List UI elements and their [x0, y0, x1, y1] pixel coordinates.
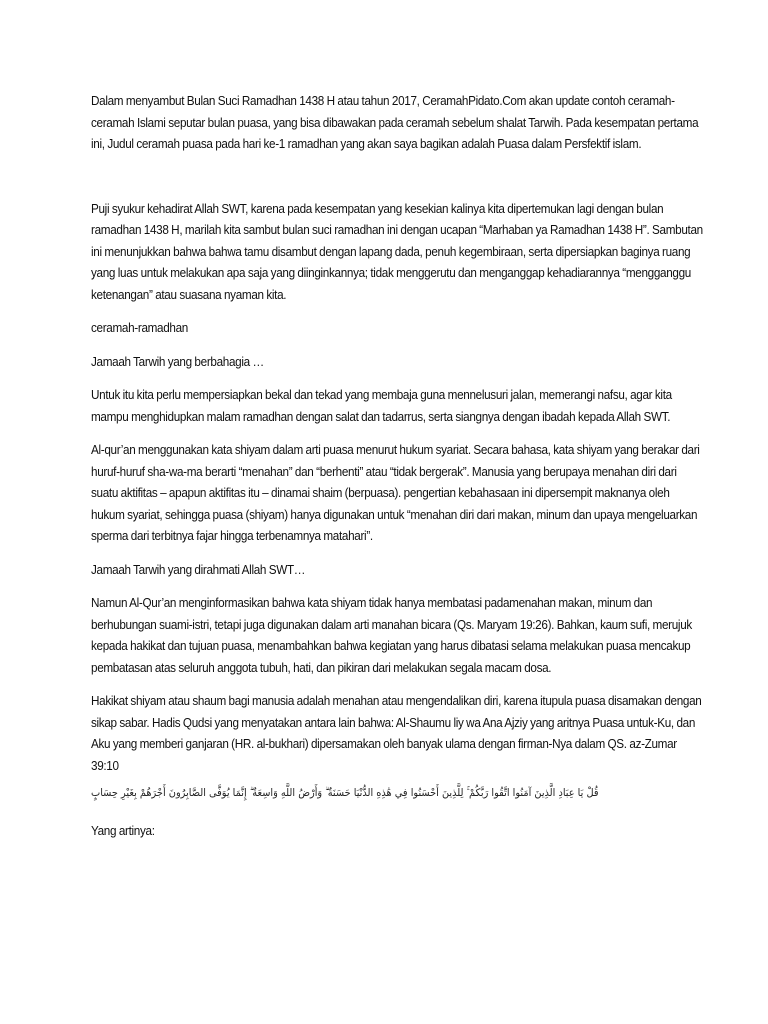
- image-caption-text: ceramah-ramadhan: [91, 321, 189, 335]
- body-paragraph: Hakikat shiyam atau shaum bagi manusia adalah menahan atau mengendalikan diri, karena itupula puasa disamakan dengan sikap sabar. Hadis Qudsi yang menyatakan antara lain bahwa: Al-Shaumu liy wa Ana Ajziy yang aritnya Puasa untuk-Ku, dan Aku yang memberi ganjaran (HR. al-bukhari) dipersamakan oleh banyak ulama dengan firman-Nya dalam QS. az-Zumar 39:10: [91, 694, 702, 773]
- greeting-line: Jamaah Tarwih yang berbahagia …: [91, 354, 264, 369]
- body-paragraph: Namun Al-Qur’an menginformasikan bahwa kata shiyam tidak hanya membatasi padamenahan makan, minum dan berhubungan suami-istri, tetapi juga digunakan dalam arti manahan bicara (Qs. Maryam 19:26). Bahkan, kaum sufi, merujuk kepada hakikat dan tujuan puasa, menambahkan bahwa kegiatan yang harus dibatasi selama melakukan puasa mencakup pembatasan atas seluruh anggota tubuh, hati, dan pikiran dari melakukan segala macam dosa.: [91, 596, 692, 675]
- quran-verse-arabic: قُلْ يَا عِبَادِ الَّذِينَ آمَنُوا اتَّقُوا رَبَّكُمْ ۚ لِلَّذِينَ أَحْسَنُوا فِي هَٰذِهِ الدُّنْيَا حَسَنَةٌ ۗ وَأَرْضُ اللَّهِ وَاسِعَةٌ ۗ إِنَّمَا يُوَفَّى الصَّابِرُونَ أَجْرَهُمْ بِغَيْرِ حِسَابٍ: [91, 787, 599, 799]
- translation-label: Yang artinya:: [91, 823, 155, 838]
- greeting-line: Jamaah Tarwih yang dirahmati Allah SWT…: [91, 562, 306, 577]
- body-paragraph: Untuk itu kita perlu mempersiapkan bekal dan tekad yang membaja guna mennelusuri jalan, memerangi nafsu, agar kita mampu menghidupkan malam ramadhan dengan salat dan tadarrus, serta siangnya dengan ibadah kepada Allah SWT.: [91, 388, 672, 424]
- intro-paragraph: Dalam menyambut Bulan Suci Ramadhan 1438 H atau tahun 2017, CeramahPidato.Com akan update contoh ceramah-ceramah Islami seputar bulan puasa, yang bisa dibawakan pada ceramah sebelum shalat Tarwih. Pada kesempatan pertama ini, Judul ceramah puasa pada hari ke-1 ramadhan yang akan saya bagikan adalah Puasa dalam Persfektif islam.: [91, 94, 699, 151]
- body-paragraph: Al-qur’an menggunakan kata shiyam dalam arti puasa menurut hukum syariat. Secara bahasa, kata shiyam yang berakar dari huruf-huruf sha-wa-ma berarti “menahan” dan “berhenti” atau “tidak bergerak”. Manusia yang berupaya menahan diri dari suatu aktifitas – apapun aktifitas itu – dinamai shaim (berpuasa). pengertian kebahasaan ini dipersempit maknanya oleh hukum syariat, sehingga puasa (shiyam) hanya digunakan untuk “menahan diri dari makan, minum dan upaya mengeluarkan sperma dari terbitnya fajar hingga terbenamnya matahari”.: [91, 443, 700, 543]
- opening-paragraph: Puji syukur kehadirat Allah SWT, karena pada kesempatan yang kesekian kalinya kita dipertemukan lagi dengan bulan ramadhan 1438 H, marilah kita sambut bulan suci ramadhan ini dengan ucapan “Marhaban ya Ramadhan 1438 H”. Sambutan ini menunjukkan bahwa bahwa tamu disambut dengan lapang dada, penuh kegembiraan, serta dipersiapkan baginya ruang yang luas untuk melakukan apa saja yang diinginkannya; tidak menggerutu dan menganggap kehadiarannya “mengganggu ketenangan” atau suasana nyaman kita.: [91, 201, 703, 302]
- document-page: [91, 91, 705, 854]
